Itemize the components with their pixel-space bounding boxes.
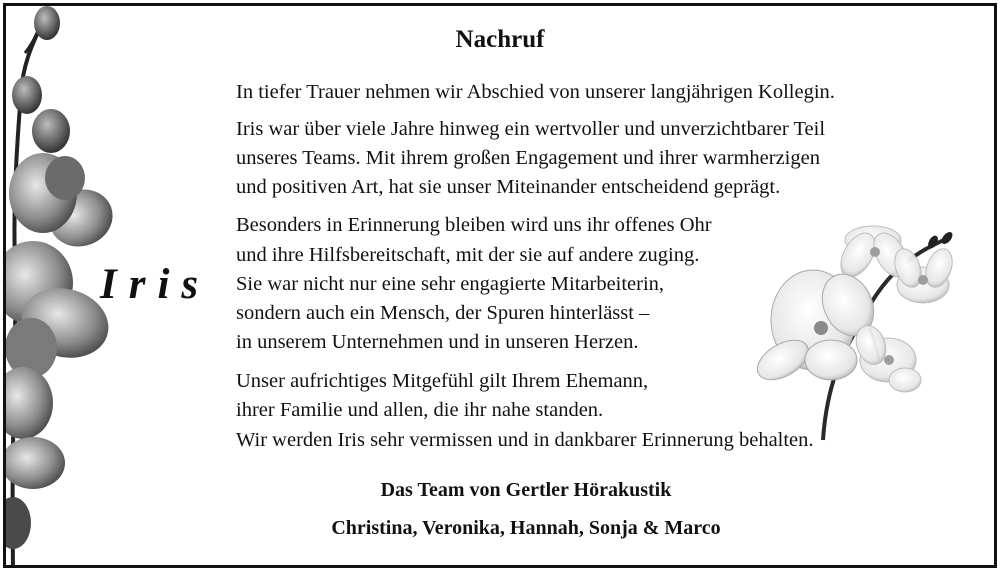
text-line: unseres Teams. Mit ihrem großen Engagement und ihrer warmherzigen <box>236 147 820 169</box>
text-line: Besonders in Erinnerung bleiben wird uns ihr offenes Ohr <box>236 214 712 236</box>
text-line: Wir werden Iris sehr vermissen und in dankbarer Erinnerung behalten. <box>236 429 814 451</box>
text-line: Iris war über viele Jahre hinweg ein wertvoller und unverzichtbarer Teil <box>236 118 826 140</box>
text-line: Unser aufrichtiges Mitgefühl gilt Ihrem Ehemann, <box>236 370 649 392</box>
orchid-branch-right-image <box>753 210 963 445</box>
text-line: und positiven Art, hat sie unser Miteinander entscheidend geprägt. <box>236 176 781 198</box>
text-line: ihrer Familie und allen, die ihr nahe standen. <box>236 399 604 421</box>
text-line: in unserem Unternehmen und in unseren Herzen. <box>236 331 639 353</box>
text-line: sondern auch ein Mensch, der Spuren hinterlässt – <box>236 302 650 324</box>
text-line: Sie war nicht nur eine sehr engagierte Mitarbeiterin, <box>236 273 665 295</box>
deceased-name: Iris <box>100 261 211 308</box>
signature-team: Das Team von Gertler Hörakustik <box>380 479 672 501</box>
signature-names: Christina, Veronika, Hannah, Sonja & Marco <box>331 517 721 539</box>
page-title: Nachruf <box>455 26 545 53</box>
text-line: und ihre Hilfsbereitschaft, mit der sie auf andere zuging. <box>236 244 700 266</box>
text-line: In tiefer Trauer nehmen wir Abschied von unserer langjährigen Kollegin. <box>236 81 835 103</box>
